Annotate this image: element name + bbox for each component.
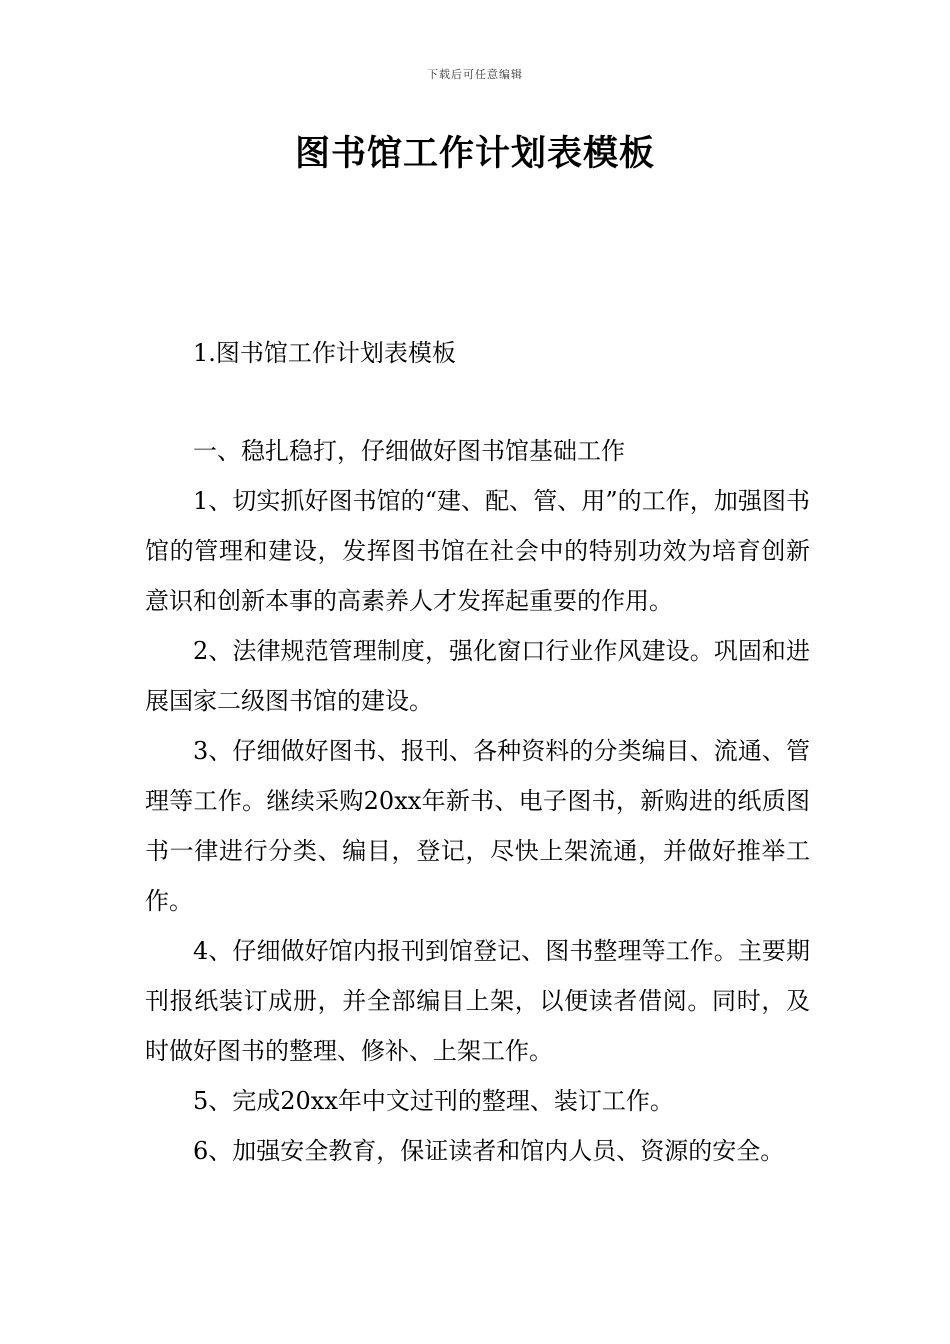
- paragraph-item-2: 2、法律规范管理制度，强化窗口行业作风建设。巩固和进展国家二级图书馆的建设。: [145, 637, 810, 715]
- document-title: 图书馆工作计划表模板: [294, 133, 655, 174]
- paragraph-item-3: 3、仔细做好图书、报刊、各种资料的分类编目、流通、管理等工作。继续采购20xx年新书、电子图书，新购进的纸质图书一律进行分类、编目，登记，尽快上架流通，并做好推举工作。: [145, 737, 810, 915]
- paragraph-item-4: 4、仔细做好馆内报刊到馆登记、图书整理等工作。主要期刊报纸装订成册，并全部编目上架，以便读者借阅。同时，及时做好图书的整理、修补、上架工作。: [145, 937, 810, 1065]
- paragraph-item-5: 5、完成20xx年中文过刊的整理、装订工作。: [193, 1087, 674, 1115]
- paragraph-item-6: 6、加强安全教育，保证读者和馆内人员、资源的安全。: [193, 1137, 785, 1165]
- paragraph-section-one-heading: 一、稳扎稳打，仔细做好图书馆基础工作: [193, 437, 625, 465]
- paragraph-item-1: 1、切实抓好图书馆的“建、配、管、用”的工作，加强图书馆的管理和建设，发挥图书馆在社会中的特别功效为培育创新意识和创新本事的高素养人才发挥起重要的作用。: [145, 487, 810, 615]
- header-note: 下载后可任意编辑: [427, 68, 523, 81]
- document-body: [145, 328, 810, 1176]
- section-heading: 1.图书馆工作计划表模板: [193, 339, 456, 367]
